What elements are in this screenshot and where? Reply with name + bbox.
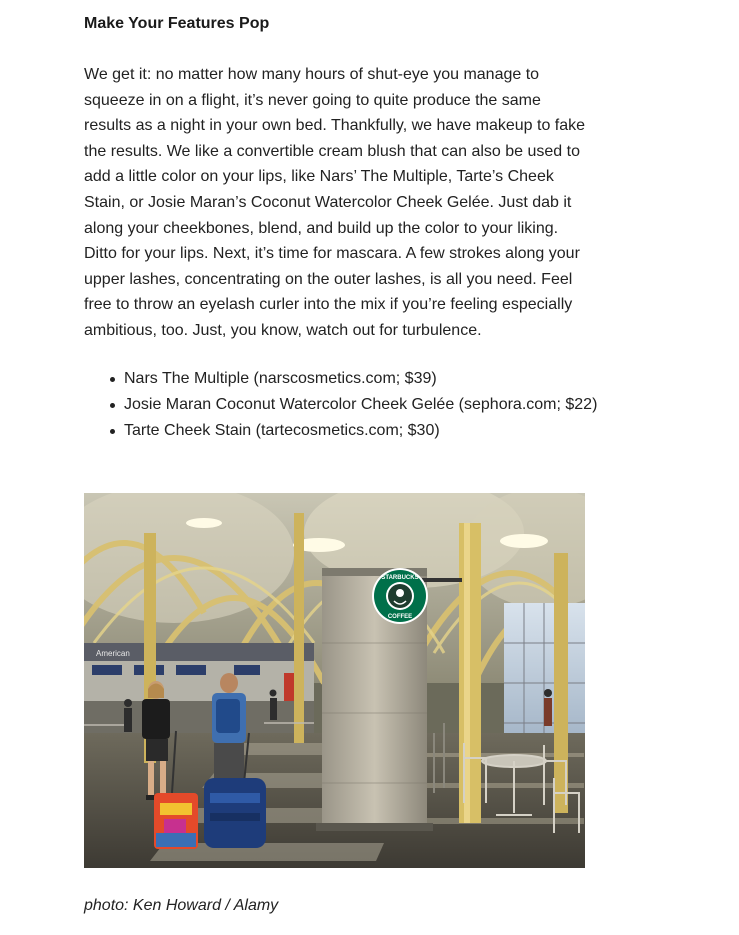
article-heading: Make Your Features Pop	[84, 15, 270, 32]
list-item: Tarte Cheek Stain (tartecosmetics.com; $30)	[124, 419, 604, 443]
starbucks-sign-bottom: COFFEE	[387, 614, 413, 620]
article-paragraph: We get it: no matter how many hours of shut-eye you manage to squeeze in on a flight, it’s never going to quite produce the same results as a night in your own bed. Thankfully, we have makeup to fake the results. We like a convertible cream blush that can also be used to add a little color on your lips, like Nars’ The Multiple, Tarte’s Cheek Stain, or Josie Maran’s Coconut Watercolor Cheek Gelée. Just dab it along your cheekbones, blend, and build up the color to your liking. Ditto for your lips. Next, it’s time for mascara. A few strokes along your upper lashes, concentrating on the outer lashes, is all you need. Feel free to throw an eyelash curler into the mix if you’re feeling especially ambitious, too. Just, you know, watch out for turbulence.	[84, 66, 586, 339]
photo-illustration	[84, 493, 585, 868]
product-list	[106, 367, 604, 445]
list-item: Nars The Multiple (narscosmetics.com; $39)	[124, 367, 604, 391]
list-item: Josie Maran Coconut Watercolor Cheek Gelée (sephora.com; $22)	[124, 393, 604, 417]
photo-caption: photo: Ken Howard / Alamy	[84, 897, 279, 914]
airline-sign-text: American	[96, 649, 130, 658]
starbucks-logo	[372, 568, 428, 624]
airport-terminal-photo	[84, 493, 585, 868]
starbucks-sign-top: STARBUCKS	[381, 575, 419, 581]
